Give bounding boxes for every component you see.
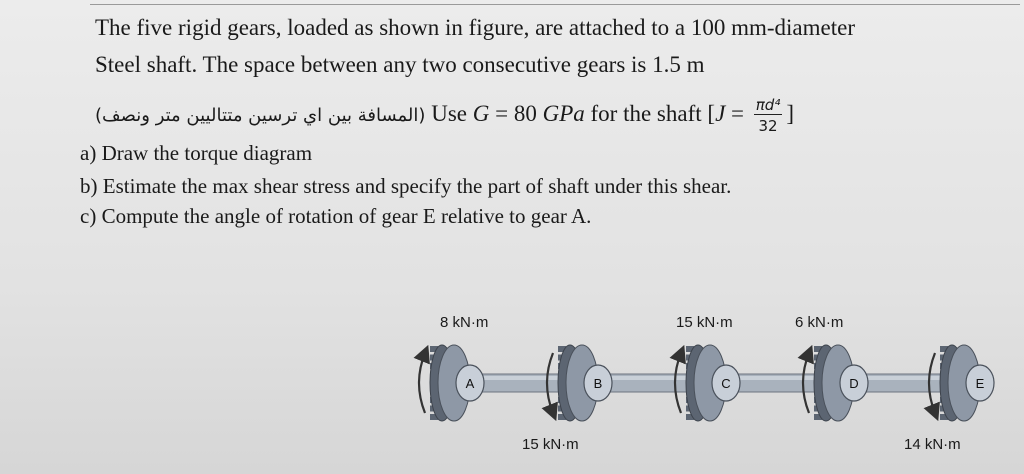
torque-label-bottom-1: 15 kN·m <box>522 436 579 453</box>
for-shaft-text: for the shaft [ <box>590 100 716 126</box>
part-a: a) Draw the torque diagram <box>80 141 313 165</box>
problem-text-1: The five rigid gears, loaded as shown in figure, are attached to a 100 mm-diameter <box>95 15 855 40</box>
problem-line-2 <box>95 51 705 79</box>
g-symbol: G <box>472 100 490 126</box>
j-equals: = <box>731 100 745 126</box>
gear-label: A <box>465 376 475 391</box>
torque-label-top-1: 8 kN·m <box>440 314 489 331</box>
close-bracket: ] <box>786 100 795 126</box>
problem-text-2: Steel shaft. The space between any two consecutive gears is 1.5 m <box>95 52 705 77</box>
top-rule <box>90 4 1020 5</box>
torque-arrow <box>419 353 425 413</box>
j-denominator: 32 <box>758 117 778 135</box>
j-fraction <box>754 96 783 135</box>
use-text: Use <box>431 100 467 126</box>
gear-label: B <box>593 376 603 391</box>
part-c: c) Compute the angle of rotation of gear E relative to gear A. <box>80 204 592 228</box>
problem-line-3 <box>95 96 794 135</box>
gear-a <box>430 345 484 421</box>
gear-d <box>814 345 868 421</box>
part-b: b) Estimate the max shear stress and specify the part of shaft under this shear. <box>80 174 732 198</box>
j-numerator: πd⁴ <box>755 96 781 114</box>
problem-line-1 <box>95 14 855 42</box>
arabic-note: (المسافة بين اي ترسين متتاليين متر ونصف) <box>95 104 426 126</box>
j-symbol: J <box>715 100 726 126</box>
gear-label: D <box>849 376 859 391</box>
gear-label: C <box>721 376 731 391</box>
gear-label: E <box>975 376 985 391</box>
torque-label-top-3: 6 kN·m <box>795 314 844 331</box>
g-value: = 80 <box>495 100 537 126</box>
gear-e <box>940 345 994 421</box>
gpa-unit: GPa <box>542 100 585 126</box>
gear-c <box>686 345 740 421</box>
gear-b <box>558 345 612 421</box>
gear-drawing <box>0 300 1024 474</box>
torque-label-bottom-2: 14 kN·m <box>904 436 961 453</box>
torque-label-top-2: 15 kN·m <box>676 314 733 331</box>
gear-shaft-figure <box>0 300 1024 474</box>
